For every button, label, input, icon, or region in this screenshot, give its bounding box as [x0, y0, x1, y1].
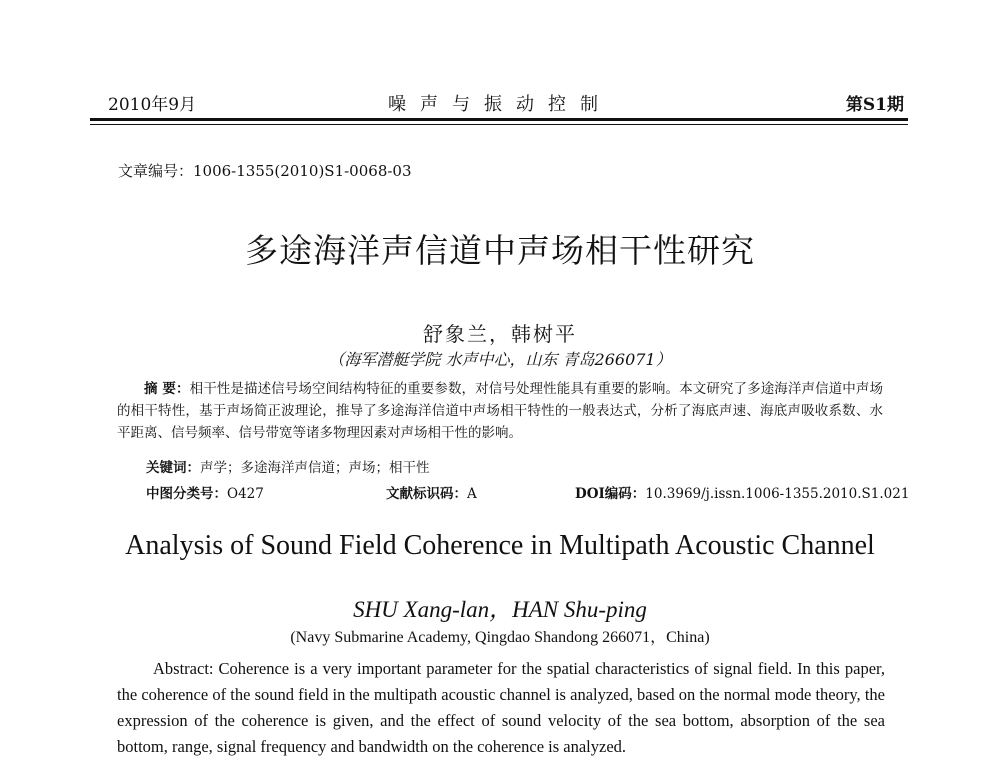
document-code-value: A [467, 486, 477, 502]
abstract-chinese [117, 378, 883, 444]
keywords-chinese [146, 456, 430, 476]
title-chinese: 多途海洋声信道中声场相干性研究 [245, 231, 755, 270]
document-code-label: 文献标识码： [386, 486, 467, 502]
issue-number: 第S1期 [845, 95, 904, 115]
header-rule-thick [90, 118, 908, 121]
header-rule-thin [90, 124, 908, 125]
authors-chinese: 舒象兰，韩树平 [423, 322, 577, 346]
affiliation-chinese: （海军潜艇学院 水声中心，山东 青岛266071） [328, 350, 672, 369]
doi-label: DOI编码： [575, 486, 646, 502]
authors-english: SHU Xang-lan，HAN Shu-ping [353, 597, 647, 622]
document-code [386, 482, 477, 502]
clc-number [146, 482, 264, 502]
affiliation-english: (Navy Submarine Academy, Qingdao Shandong 266071，China) [290, 629, 710, 646]
clc-value: O427 [227, 486, 264, 502]
abstract-chinese-text: 相干性是描述信号场空间结构特征的重要参数，对信号处理性能具有重要的影响。本文研究了多途海洋声信道中声场的相干特性，基于声场简正波理论，推导了多途海洋信道中声场相干特性的一般表达式，分析了海底声速、海底声吸收系数、水平距离、信号频率、信号带宽等诸多物理因素对声场相干性的影响。 [117, 381, 883, 441]
title-english: Analysis of Sound Field Coherence in Multipath Acoustic Channel [125, 530, 875, 561]
article-number: 文章编号：1006-1355(2010)S1-0068-03 [118, 162, 412, 180]
header-date: 2010年9月 [108, 95, 197, 115]
doi [575, 482, 909, 502]
journal-name: 噪声与振动控制 [388, 94, 612, 115]
keywords-label: 关键词： [146, 460, 200, 476]
keywords-text: 声学；多途海洋声信道；声场；相干性 [200, 460, 430, 476]
abstract-chinese-label: 摘 要： [144, 381, 190, 397]
abstract-english: Abstract: Coherence is a very important parameter for the spatial characteristics of signal field. In this paper, the coherence of the sound field in the multipath acoustic channel is analyzed, based on the normal mode theory, the expression of the coherence is given, and the effect of sound velocity of the sea bottom, absorption of the sea bottom, range, signal frequency and bandwidth on the coherence is analyzed. [117, 659, 885, 756]
clc-label: 中图分类号： [146, 486, 227, 502]
doi-value: 10.3969/j.issn.1006-1355.2010.S1.021 [645, 486, 910, 502]
